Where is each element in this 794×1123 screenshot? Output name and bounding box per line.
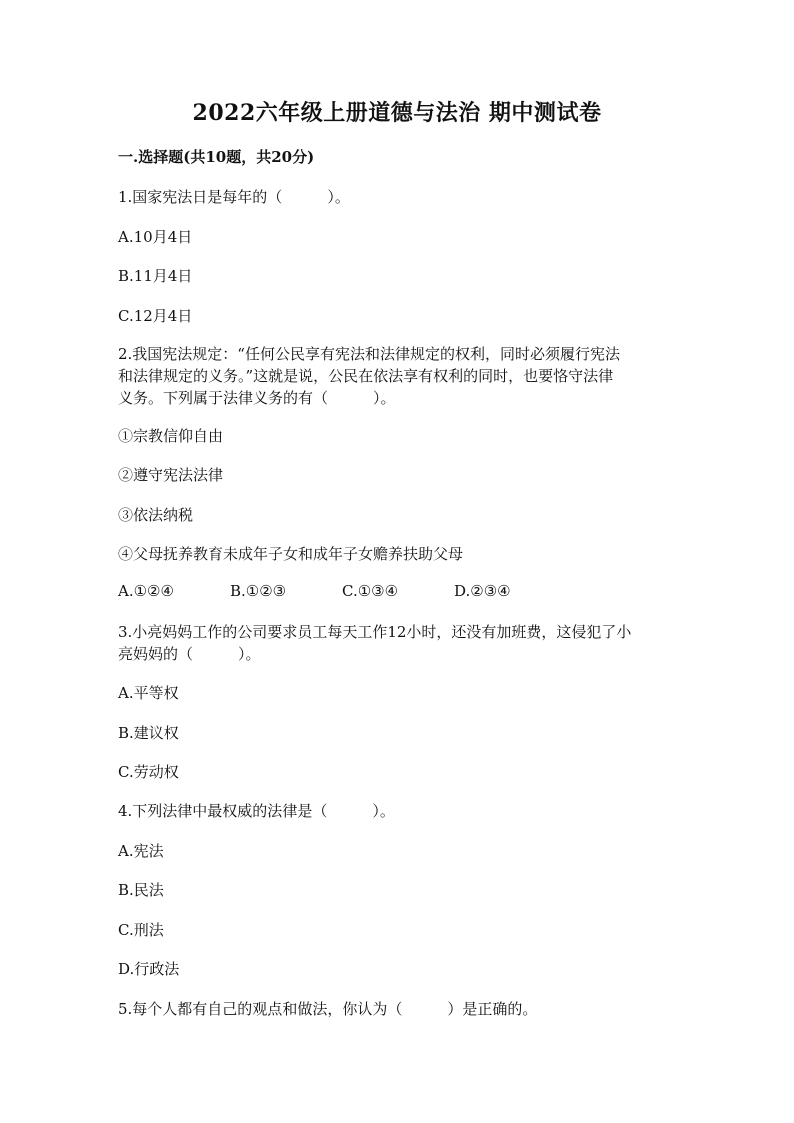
- question-2-stem-line: 和法律规定的义务。”这就是说，公民在依法享有权利的同时，也要恪守法律: [118, 367, 614, 385]
- question-2-item-3: ③依法纳税: [118, 506, 194, 524]
- question-2-stem-line: 2.我国宪法规定：“任何公民享有宪法和法律规定的权利，同时必须履行宪法: [118, 345, 620, 363]
- question-2-option-b: B.①②③: [230, 582, 287, 600]
- question-4-stem: 4.下列法律中最权威的法律是（ ）。: [118, 802, 395, 820]
- question-2-option-d: D.②③④: [454, 582, 511, 600]
- question-1-option-c: C.12月4日: [118, 307, 193, 325]
- question-3-option-c: C.劳动权: [118, 763, 179, 781]
- section-heading: 一.选择题(共10题，共20分): [118, 148, 315, 166]
- question-2-item-4: ④父母抚养教育未成年子女和成年子女赡养扶助父母: [118, 545, 464, 563]
- question-4-option-b: B.民法: [118, 881, 164, 899]
- question-4-option-c: C.刑法: [118, 921, 164, 939]
- question-2-stem: [118, 343, 684, 409]
- question-3-stem-line: 3.小亮妈妈工作的公司要求员工每天工作12小时，还没有加班费，这侵犯了小: [118, 623, 632, 641]
- question-4-option-d: D.行政法: [118, 960, 180, 978]
- question-2-item-1: ①宗教信仰自由: [118, 427, 224, 445]
- question-2-options: [118, 582, 566, 600]
- question-2-item-2: ②遵守宪法法律: [118, 466, 224, 484]
- question-3-stem-line: 亮妈妈的（ ）。: [118, 645, 261, 663]
- question-3-stem: [118, 621, 684, 665]
- page-title: 2022六年级上册道德与法治 期中测试卷: [192, 100, 602, 126]
- question-1-option-b: B.11月4日: [118, 267, 193, 285]
- question-1-stem: 1.国家宪法日是每年的（ ）。: [118, 188, 350, 206]
- question-4-option-a: A.宪法: [118, 842, 164, 860]
- question-5-stem: 5.每个人都有自己的观点和做法，你认为（ ）是正确的。: [118, 1000, 538, 1018]
- question-2-stem-line: 义务。下列属于法律义务的有（ ）。: [118, 389, 396, 407]
- question-2-option-c: C.①③④: [342, 582, 399, 600]
- question-1-option-a: A.10月4日: [118, 228, 193, 246]
- question-3-option-a: A.平等权: [118, 684, 179, 702]
- question-2-option-a: A.①②④: [118, 582, 174, 600]
- question-3-option-b: B.建议权: [118, 724, 179, 742]
